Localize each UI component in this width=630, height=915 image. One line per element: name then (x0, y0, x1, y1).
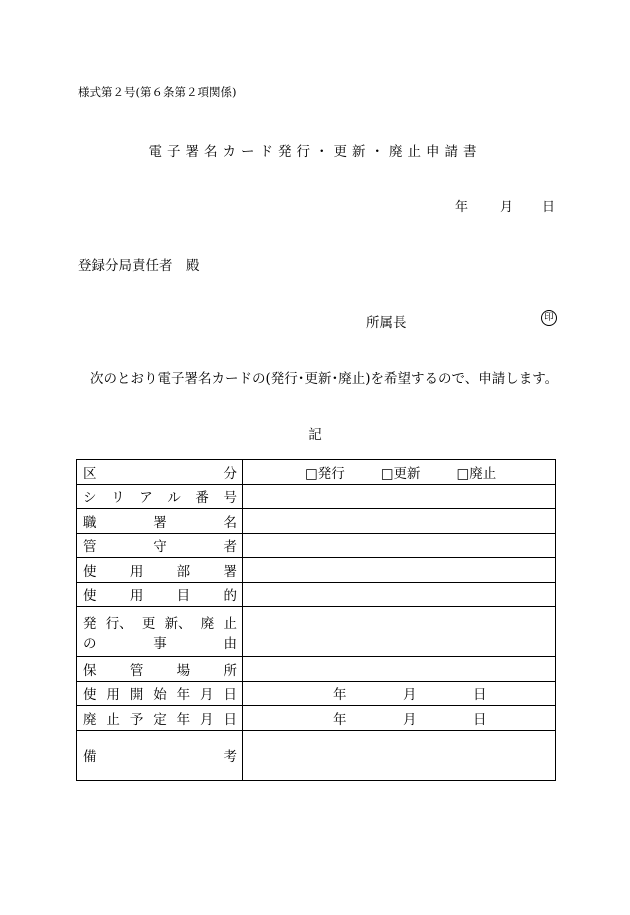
date-year-label: 年 (455, 200, 469, 215)
start-date-month: 月 (403, 687, 417, 704)
label-reason: 発 行、 更 新、 廃 止 の 事 由 (77, 607, 243, 657)
job-title-field[interactable] (243, 509, 556, 534)
document-title: 電子署名カード発行・更新・廃止申請書 (148, 144, 482, 160)
table-row-storage-location (77, 657, 556, 682)
application-date (455, 196, 555, 215)
label-purpose: 使 用 目 的 (77, 582, 243, 607)
remarks-field[interactable] (243, 730, 556, 780)
table-row-serial-number (77, 484, 556, 509)
end-date-month: 月 (403, 711, 417, 728)
label-start-date: 使 用 開 始 年 月 日 (77, 681, 243, 706)
reason-field[interactable] (243, 607, 556, 657)
checkbox-renew[interactable]: □更新 (380, 465, 421, 482)
table-row-planned-end-date (77, 706, 556, 731)
application-table (76, 459, 556, 781)
label-serial-number: シ リ ア ル 番 号 (77, 484, 243, 509)
storage-location-field[interactable] (243, 657, 556, 682)
start-date-day: 日 (473, 687, 487, 704)
seal-mark: 印 (541, 310, 557, 326)
serial-number-field[interactable] (243, 484, 556, 509)
table-row-purpose (77, 582, 556, 607)
label-job-title: 職 署 名 (77, 509, 243, 534)
label-storage-location: 保 管 場 所 (77, 657, 243, 682)
label-planned-end-date: 廃 止 予 定 年 月 日 (77, 706, 243, 731)
custodian-field[interactable] (243, 533, 556, 558)
table-row-using-department (77, 558, 556, 583)
label-category: 区 分 (77, 460, 243, 485)
label-custodian: 管 守 者 (77, 533, 243, 558)
table-row-start-date (77, 681, 556, 706)
end-date-year: 年 (333, 711, 347, 728)
start-date-year: 年 (333, 687, 347, 704)
ki-label: 記 (308, 427, 322, 443)
table-row-custodian (77, 533, 556, 558)
table-row-category (77, 460, 556, 485)
purpose-field[interactable] (243, 582, 556, 607)
label-using-department: 使 用 部 署 (77, 558, 243, 583)
affiliation-head-label: 所属長 (366, 315, 407, 331)
date-day-label: 日 (542, 200, 556, 215)
end-date-day: 日 (473, 711, 487, 728)
intro-text: 次のとおり電子署名カードの(発行･更新･廃止)を希望するので、申請します。 (90, 371, 559, 387)
start-date-field[interactable] (243, 681, 556, 706)
label-remarks: 備 考 (77, 730, 243, 780)
table-row-remarks (77, 730, 556, 780)
checkbox-abolish[interactable]: □廃止 (456, 465, 497, 482)
addressee: 登録分局責任者 殿 (78, 258, 200, 274)
checkbox-issue[interactable]: □発行 (305, 465, 345, 482)
table-row-job-title (77, 509, 556, 534)
using-department-field[interactable] (243, 558, 556, 583)
date-month-label: 月 (500, 200, 514, 215)
planned-end-date-field[interactable] (243, 706, 556, 731)
table-row-reason (77, 607, 556, 657)
category-options (243, 460, 556, 485)
form-number: 様式第２号(第６条第２項関係) (78, 85, 237, 99)
